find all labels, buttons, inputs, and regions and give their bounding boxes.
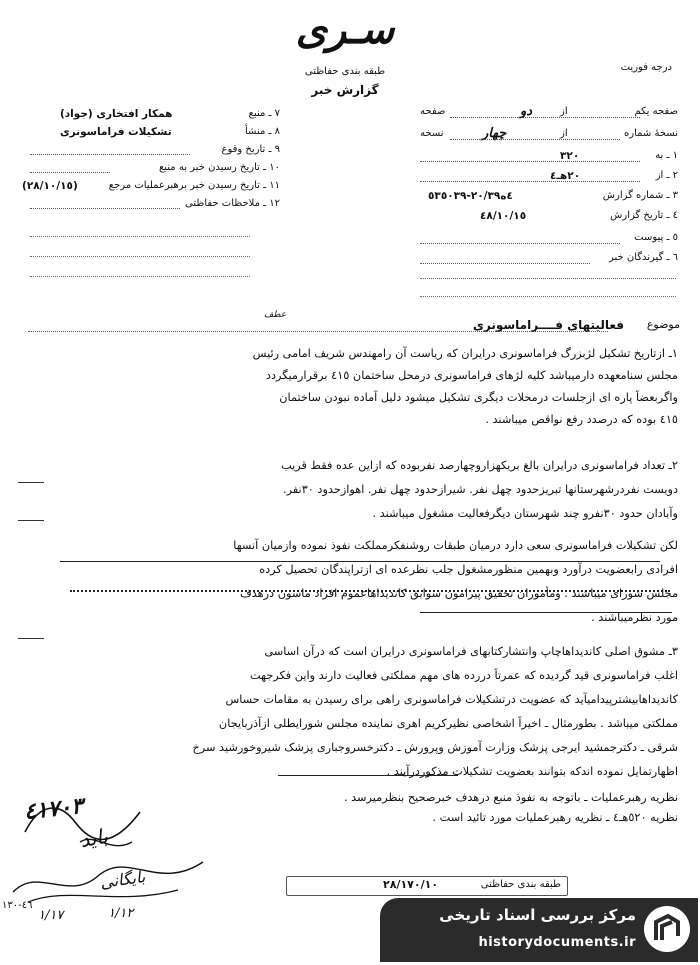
subject-dotted-line — [28, 331, 608, 332]
right-field-value: ٣٢٠ — [560, 150, 580, 162]
margin-signature-scribble — [20, 792, 150, 862]
body-line: ٣ـ مشوق اصلی کاندیداهاچاپ وانتشارکتابهای فراماسونری درایران است که درآن اساسی — [264, 645, 678, 658]
priority-label: درجه فوریت — [620, 62, 672, 73]
right-field-dotted-line — [450, 117, 640, 118]
left-field-label: ٩ ـ تاریخ وقوع — [221, 144, 280, 155]
left-field-value: تشکیلات فراماسونری — [60, 126, 172, 138]
body-line: شرقی ـ دکترجمشید ایرجی پزشک وزارت آموزش وپرورش ـ دکترخسروجباری پزشک شیروخورشید سرخ — [192, 741, 678, 754]
left-dotted-line — [30, 276, 250, 277]
right-dotted-line — [420, 278, 676, 279]
left-dotted-line — [30, 256, 250, 257]
body-line: اغلب فراماسونری قید گردیده که عمرتاً دررده های مهم مملکتی فعالیت دارند واین فکرجهت — [250, 669, 678, 682]
text-underline — [60, 561, 660, 562]
classification-stamp — [286, 876, 568, 896]
right-field-attachment — [420, 230, 678, 246]
right-field-value: ٤ه٢٠/٣٩-٥٣٥٠٣٩ — [428, 190, 513, 202]
text-underline — [420, 612, 672, 613]
left-field-origin — [30, 124, 280, 140]
left-field-received-by-source — [30, 160, 280, 176]
right-field-of: از — [560, 106, 568, 117]
body-line: مورد نظرمیباشند . — [591, 611, 678, 624]
right-field-unit: صفحه — [420, 106, 446, 117]
right-field-of: از — [560, 128, 568, 139]
right-field-value: دو — [520, 104, 533, 119]
subject-annotation: عطف — [264, 310, 287, 320]
subject-row — [28, 310, 680, 334]
right-field-value: چهار — [482, 126, 507, 141]
left-field-label: ١١ ـ تاریخ رسیدن خبر برهبرعملیات مرجع — [108, 180, 280, 191]
subject-label: موضوع — [646, 318, 680, 331]
classification-mark: سـرى — [295, 6, 395, 53]
right-field-page — [420, 104, 678, 120]
right-field-label: ٦ ـ گیرندگان خبر — [608, 252, 678, 263]
left-field-occurrence-date — [30, 142, 280, 158]
watermark-title: مرکز بررسی اسناد تاریخی — [439, 906, 636, 924]
left-field-label: ٨ ـ منشأ — [244, 126, 280, 137]
right-field-label: ١ ـ به — [655, 150, 678, 161]
right-field-label: نسخهٔ شماره — [624, 128, 678, 139]
bottom-left-date: ١/١٢ — [108, 906, 134, 921]
body-line: دویست نفردرشهرستانها تبریزحدود چهل نفر. شیرازحدود چهل نفر. اهوازحدود ٣٠نفر. — [283, 483, 678, 496]
left-field-dotted-line — [30, 208, 180, 209]
right-field-dotted-line — [450, 139, 620, 140]
body-line: نظریه ٥٢٠هـ٤ ـ نظریه رهبرعملیات مورد تائید است . — [432, 811, 678, 824]
stamp-number: ٢٨/١٧٠/١٠ — [383, 878, 439, 891]
right-field-label: صفحه یکم — [634, 106, 678, 117]
left-field-label: ١٠ ـ تاریخ رسیدن خبر به منبع — [158, 162, 280, 173]
right-field-report-number — [420, 188, 678, 204]
margin-dash — [18, 638, 44, 639]
right-field-report-date — [420, 208, 678, 224]
right-dotted-line — [420, 296, 676, 297]
watermark-url: historydocuments.ir — [478, 935, 636, 950]
left-field-label: ١٢ ـ ملاحظات حفاظتی — [185, 198, 280, 209]
right-field-dotted-line — [420, 263, 590, 264]
left-field-security-notes — [30, 196, 280, 212]
archive-watermark — [380, 898, 698, 962]
body-line: نظریه رهبرعملیات ـ باتوجه به نفوذ منبع درهدف خبرصحیح بنظرمیرسد . — [343, 791, 678, 804]
left-field-value: (٢٨/١٠/١٥) — [22, 180, 78, 192]
body-line: مملکتی میباشد . بطورمثال ـ اخیراً اشخاصی نظیرکریم اهری نماینده مجلس شورایطلی ازآذربایجان — [218, 717, 678, 730]
bottom-left-date: ١/١٧ — [38, 908, 64, 923]
right-field-label: ٣ ـ شماره گزارش — [602, 190, 678, 201]
classification-caption: طبقه بندی حفاظتی — [304, 66, 386, 77]
right-field-from — [420, 168, 678, 184]
left-field-dotted-line — [30, 154, 190, 155]
right-field-recipients — [420, 250, 678, 266]
handwritten-margin-number: ٤١٧٠٣ — [22, 792, 85, 826]
margin-dash — [18, 520, 44, 521]
footer-reference: ٤٦-١٣٠ — [2, 900, 33, 911]
body-line: کاندیداهابیشترپیدامیآید که عضویت درتشکیلات فراماسونری راهی برای رسیدن به مقامات حساس — [225, 693, 678, 706]
right-field-value: ٤٨/١٠/١٥ — [480, 210, 527, 222]
right-field-label: ٥ ـ پیوست — [634, 232, 678, 243]
body-line: مجلس شورای میباشند . ومأموران تحقیق پیرامون سوابق کاندیداهاعموم افراد ماسون درهدف — [240, 587, 678, 600]
right-field-unit: نسخه — [420, 128, 444, 139]
right-field-dotted-line — [420, 243, 620, 244]
body-line: واگربعضاً پاره ای ازجلسات درمحلات دیگری تشکیل میشود دلیل آماده نبودن ساختمان — [279, 391, 678, 404]
body-line: ١ـ ازتاریخ تشکیل لژبزرگ فراماسونری درایران که ریاست آن رامهندس شریف امامی رئیس — [252, 347, 678, 360]
archive-logo-icon — [644, 906, 690, 952]
text-underline — [70, 584, 670, 592]
handwritten-initials: باید — [78, 823, 110, 853]
body-line: ٢ـ تعداد فراماسونری درایران بالغ بریکهزاروچهارصد نفربوده که ازاین عده فقط قریب — [281, 459, 678, 472]
margin-dash — [18, 482, 44, 483]
right-field-label: ٢ ـ از — [655, 170, 678, 181]
right-field-value: ٢٠هـ٤ — [550, 170, 581, 182]
body-line: افرادی رابعضویت درآورد وبهمین منظورمشغول جلب نظرعده ای ازتراپندگان تحصیل کرده — [259, 563, 678, 576]
text-underline — [278, 775, 458, 776]
right-field-dotted-line — [420, 161, 640, 162]
body-line: وآبادان حدود ٣٠نفرو چند شهرستان دیگرفعالیت مشغول میباشند . — [372, 507, 678, 520]
body-line: لکن تشکیلات فراماسونری سعی دارد درمیان طبقات روشنفکرمملکت نفوذ نموده وازمیان آنسها — [233, 539, 678, 552]
right-fields-block — [420, 104, 678, 264]
stamp-label: طبقه بندی حفاظتی — [480, 879, 561, 890]
left-field-label: ٧ ـ منبع — [248, 108, 280, 119]
left-field-value: همکار افتخاری (جواد) — [60, 108, 173, 120]
right-field-to — [420, 148, 678, 164]
body-line: اظهارتمایل نموده اندکه بتوانند بعضویت تشکیلات مذکوردرآیند . — [386, 765, 678, 778]
left-fields-block — [22, 106, 280, 214]
left-field-source — [30, 106, 280, 122]
right-field-copy — [420, 126, 678, 142]
left-dotted-line — [30, 236, 250, 237]
report-title: گزارش خبر — [311, 83, 379, 97]
right-field-label: ٤ ـ تاریخ گزارش — [610, 210, 678, 221]
subject-title: فعالیتهای فــــراماسونری — [472, 318, 624, 332]
body-line: مجلس سنامعهده دارمیباشد کلیه لژهای فراماسونری درمحل ساختمان ٤١٥ برقرارمیگردد — [265, 369, 678, 382]
body-line: ٤١٥ بوده که درصدد رفع نواقص میباشند . — [485, 413, 678, 426]
left-field-received-by-officer — [22, 178, 280, 194]
right-field-dotted-line — [420, 181, 640, 182]
handwritten-bottom-note: بایگانی — [98, 866, 147, 893]
left-field-dotted-line — [30, 172, 110, 173]
